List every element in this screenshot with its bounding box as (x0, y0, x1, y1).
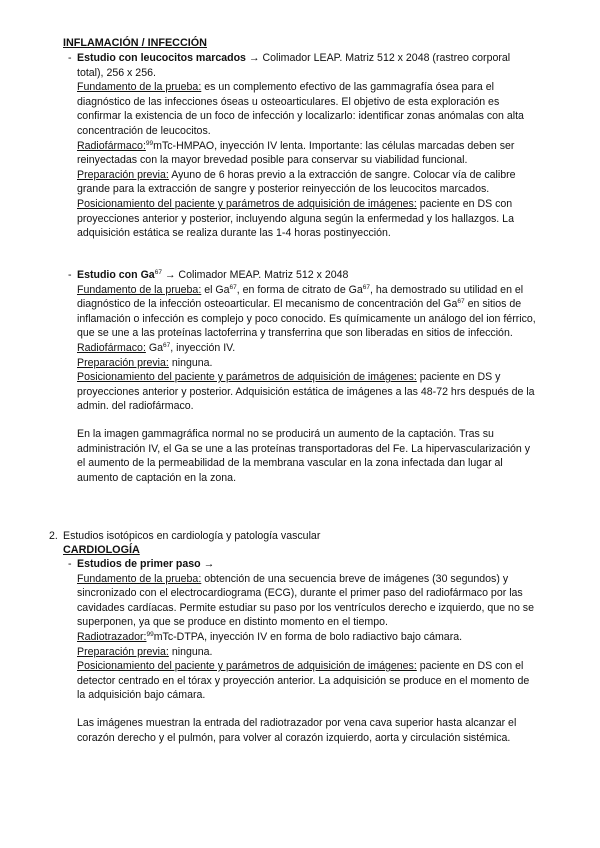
radiofarmaco-text: mTc-HMPAO, inyección IV lenta. Importante: las células marcadas deben ser reinyectadas con la mayor brevedad posible para conservar su viabilidad funcional. (77, 139, 515, 167)
radiotrazador-paragraph (77, 630, 537, 645)
preparacion-paragraph (77, 356, 537, 371)
arrow: → (200, 558, 215, 570)
fundamento-label: Fundamento de la prueba: (77, 81, 202, 94)
fundamento-paragraph (77, 572, 537, 630)
preparacion-text: ninguna. (168, 645, 213, 658)
study-primer-paso (77, 557, 537, 745)
study-leucocitos (77, 51, 537, 241)
bullet-dash: - (68, 52, 72, 64)
preparacion-label: Preparación previa: (77, 645, 169, 658)
bullet-dash: - (68, 558, 72, 570)
section-title-cardiologia: CARDIOLOGÍA (63, 544, 140, 556)
radiotrazador-text: mTc-DTPA, inyección IV en forma de bolo radiactivo bajo cámara. (153, 630, 463, 643)
preparacion-paragraph (77, 168, 537, 197)
fundamento-text: es un complemento efectivo de las gammagrafía ósea para el diagnóstico de las infecciones óseas u osteoarticulares. El objetivo de esta exploración es confirmar la existencia de un foco de infección y localizarlo: identificar zonas anómalas con alta concentración de leucocitos. (77, 81, 524, 137)
fundamento-text-d: en sitios de inflamación o infección es complejo y poco conocido. Es químicamente un análogo del ion férrico, que se une a las proteínas lactoferrina y transferrina que son liberadas en sitios de infección. (77, 298, 536, 340)
isotope-sup: 67 (229, 283, 237, 291)
study-header (77, 268, 537, 283)
posicionamiento-paragraph (77, 197, 537, 241)
section-heading-cardio-vascular: Estudios isotópicos en cardiología y patología vascular (63, 530, 321, 542)
posicionamiento-text: paciente en DS y proyecciones anterior y posterior. Adquisición estática de imágenes a las 48-72 hrs después de la admin. del radiofármaco. (77, 371, 535, 413)
bullet-dash: - (68, 269, 72, 281)
posicionamiento-text: paciente en DS con el detector centrado en el tórax y proyección anterior. La adquisición se produce en el momento de la adquisición bajo cámara. (77, 660, 530, 702)
preparacion-text: Ayuno de 6 horas previo a la extracción de sangre. Colocar vía de calibre grande para la extracción de sangre y posterior reinyección de los leucocitos marcados. (77, 168, 516, 196)
preparacion-label: Preparación previa: (77, 356, 169, 369)
posicionamiento-label: Posicionamiento del paciente y parámetros de adquisición de imágenes: (77, 197, 417, 210)
radiotrazador-label: Radiotrazador: (77, 630, 147, 643)
arrow: → (161, 269, 179, 281)
list-number: 2. (49, 530, 58, 542)
radiofarmaco-paragraph (77, 139, 537, 168)
fundamento-paragraph (77, 80, 537, 138)
isotope-sup: 67 (457, 298, 465, 306)
fundamento-label: Fundamento de la prueba: (77, 572, 202, 585)
fundamento-text: obtención de una secuencia breve de imágenes (30 segundos) y sincronizado con el electrocardiograma (ECG), durante el primer paso del radiofármaco por las cavidades cardíacas. Permite estudiar su paso por los ventrículos derecho e izquierdo, que no se superponen, ya que se produce en distinto momento en el tiempo. (77, 572, 534, 629)
fundamento-text-a: el Ga (201, 283, 230, 296)
collimator-text: Colimador LEAP. Matriz 512 x 2048 (rastreo corporal total), 256 x 256. (77, 52, 511, 79)
study-title: Estudios de primer paso (77, 558, 201, 570)
study-header (77, 557, 537, 572)
radiofarmaco-label: Radiofármaco: (77, 139, 146, 152)
posicionamiento-paragraph (77, 659, 537, 703)
posicionamiento-text: paciente en DS con proyecciones anterior y posterior, incluyendo alguna según la enfermedad y los hallazgos. La adquisición estática se realiza durante las 1-4 horas postinyección. (77, 197, 514, 240)
preparacion-text: ninguna. (168, 356, 213, 369)
arrow: → (245, 52, 263, 64)
preparacion-paragraph (77, 645, 537, 660)
study-galio (77, 268, 537, 485)
study-title: Estudio con leucocitos marcados (77, 52, 246, 64)
note-paragraph: Las imágenes muestran la entrada del radiotrazador por vena cava superior hasta alcanzar el corazón derecho y el pulmón, para volver al corazón izquierdo, aorta y circulación sistémica. (77, 716, 517, 744)
isotope-sup: 67 (154, 269, 162, 276)
isotope-sup: 67 (362, 283, 371, 291)
radiofarmaco-paragraph (77, 341, 537, 356)
isotope-sup: 99 (145, 139, 154, 147)
section-title-inflammation: INFLAMACIÓN / INFECCIÓN (63, 37, 207, 49)
study-title: Estudio con Ga (77, 269, 155, 281)
radiofarmaco-label: Radiofármaco: (77, 341, 146, 354)
fundamento-label: Fundamento de la prueba: (77, 283, 202, 296)
fundamento-text-c: , ha demostrado su utilidad en el diagnóstico de la infección osteoarticular. El mecanismo de concentración del Ga (77, 283, 524, 311)
posicionamiento-label: Posicionamiento del paciente y parámetros de adquisición de imágenes: (77, 660, 417, 673)
posicionamiento-label: Posicionamiento del paciente y parámetros de adquisición de imágenes: (77, 371, 417, 384)
radiofarmaco-text-b: , inyección IV. (170, 341, 236, 354)
collimator-text: Colimador MEAP. Matriz 512 x 2048 (178, 269, 349, 281)
radiofarmaco-text-a: Ga (145, 341, 163, 354)
fundamento-text-b: , en forma de citrato de Ga (236, 283, 363, 296)
isotope-sup: 67 (162, 341, 171, 349)
note-paragraph: En la imagen gammagráfica normal no se producirá un aumento de la captación. Tras su administración IV, el Ga se une a las proteínas transportadoras del Fe. La hipervascularización y el aumento de la permeabilidad de la membrana vascular en la zona infectada dan lugar al aumento de captación en la zona. (77, 427, 531, 484)
preparacion-label: Preparación previa: (77, 168, 169, 181)
isotope-sup: 99 (146, 630, 154, 638)
fundamento-paragraph (77, 283, 537, 341)
study-header (77, 51, 537, 80)
posicionamiento-paragraph (77, 370, 537, 414)
